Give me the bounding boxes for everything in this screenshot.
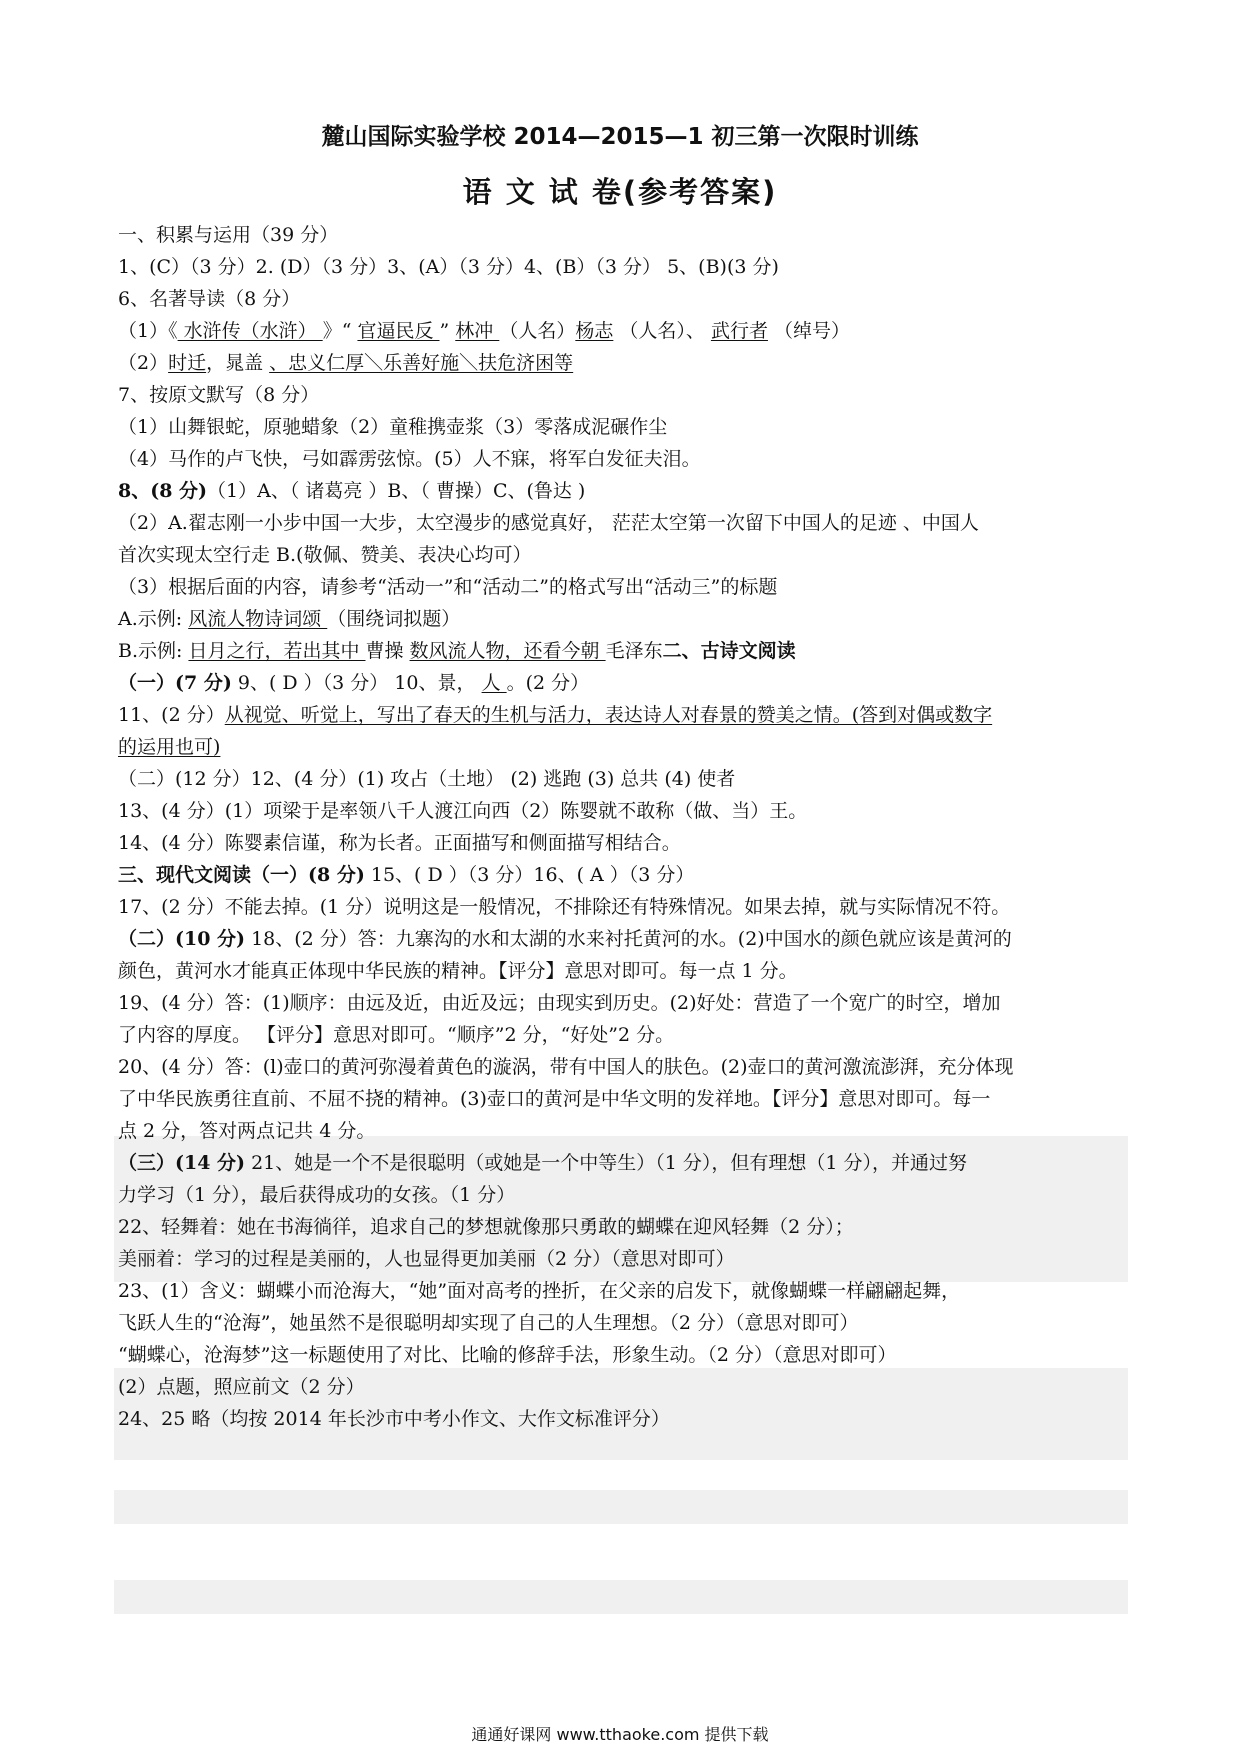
shaded-area	[114, 1490, 1128, 1524]
answer-line: A.示例: 风流人物诗词颂 （围绕词拟题）	[118, 608, 461, 630]
answer-line: 飞跃人生的“沧海”，她虽然不是很聪明却实现了自己的人生理想。（2 分）（意思对即可）	[118, 1312, 859, 1334]
answer-line: 17、(2 分）不能去掉。(1 分）说明这是一般情况，不排除还有特殊情况。如果去掉，就与实际情况不符。	[118, 896, 1011, 918]
answer-line: （3）根据后面的内容，请参考“活动一”和“活动二”的格式写出“活动三”的标题	[118, 576, 778, 598]
answer-line: 力学习（1 分），最后获得成功的女孩。（1 分）	[118, 1184, 516, 1206]
answer-line: 23、(1）含义：蝴蝶小而沧海大，“她”面对高考的挫折，在父亲的启发下，就像蝴蝶一样翩翩起舞，	[118, 1280, 961, 1302]
section-heading: 7、按原文默写（8 分）	[118, 384, 320, 406]
section-heading: 一、积累与运用（39 分）	[118, 224, 339, 246]
answer-line: 8、(8 分)（1）A、（ 诸葛亮 ）B、（ 曹操）C、(鲁达 )	[118, 480, 586, 502]
answer-line: 了内容的厚度。 【评分】意思对即可。“顺序”2 分，“好处”2 分。	[118, 1024, 675, 1046]
answer-line: “蝴蝶心，沧海梦”这一标题使用了对比、比喻的修辞手法，形象生动。（2 分）（意思对即可）	[118, 1344, 897, 1366]
answer-line: 了中华民族勇往直前、不屈不挠的精神。(3)壶口的黄河是中华文明的发祥地。【评分】意思对即可。每一	[118, 1088, 991, 1110]
answer-line: 11、(2 分）从视觉、听觉上，写出了春天的生机与活力，表达诗人对春景的赞美之情。(答到对偶或数字	[118, 704, 993, 726]
answer-line: （一）(7 分) 9、( D ）（3 分） 10、景， 人 。(2 分）	[118, 672, 590, 694]
answer-line: （2）A.翟志刚一小步中国一大步，太空漫步的感觉真好， 茫茫太空第一次留下中国人的足迹 、中国人	[118, 512, 979, 534]
answer-line: B.示例: 日月之行，若出其中 曹操 数风流人物，还看今朝 毛泽东二、古诗文阅读	[118, 640, 796, 662]
answer-line: （二）(10 分) 18、(2 分）答：九寨沟的水和太湖的水来衬托黄河的水。(2)中国水的颜色就应该是黄河的	[118, 928, 1012, 950]
answer-line: 首次实现太空行走 B.(敬佩、赞美、表决心均可）	[118, 544, 532, 566]
shaded-area	[114, 1580, 1128, 1614]
answer-line: （1）山舞银蛇，原驰蜡象（2）童稚携壶浆（3）零落成泥碾作尘	[118, 416, 668, 438]
answer-line: (2）点题，照应前文（2 分）	[118, 1376, 365, 1398]
section-heading: 6、名著导读（8 分）	[118, 288, 301, 310]
answer-line: （2）时迁，晁盖 、忠义仁厚＼乐善好施＼扶危济困等	[118, 352, 574, 374]
answer-line: 点 2 分，答对两点记共 4 分。	[118, 1120, 376, 1142]
answer-line: 的运用也可)	[118, 736, 221, 758]
answer-line: 20、(4 分）答：(l)壶口的黄河弥漫着黄色的漩涡，带有中国人的肤色。(2)壶口的黄河激流澎湃，充分体现	[118, 1056, 1014, 1078]
answer-line: 14、(4 分）陈婴素信谨，称为长者。正面描写和侧面描写相结合。	[118, 832, 681, 854]
answer-line: （二）(12 分）12、(4 分）(1) 攻占（土地） (2) 逃跑 (3) 总共 (4) 使者	[118, 768, 736, 790]
answer-line: 三、现代文阅读（一）(8 分) 15、( D ）（3 分）16、( A ）（3 分）	[118, 864, 695, 886]
answer-line: （4）马作的卢飞快，弓如霹雳弦惊。(5）人不寐，将军白发征夫泪。	[118, 448, 701, 470]
footer-watermark: 通通好课网 www.tthaoke.com 提供下载	[471, 1725, 769, 1744]
answer-line: （三）(14 分) 21、她是一个不是很聪明（或她是一个中等生）（1 分），但有理想（1 分），并通过努	[118, 1152, 968, 1174]
answer-line: 美丽着：学习的过程是美丽的，人也显得更加美丽（2 分）（意思对即可）	[118, 1248, 735, 1270]
answer-line: （1）《 水浒传（水浒） 》“ 官逼民反 ” 林冲 （人名）杨志 （人名）、 武行者 （绰号）	[118, 320, 850, 342]
answer-line: 1、(C）（3 分）2. (D）（3 分）3、(A）（3 分）4、(B）（3 分） 5、(B)(3 分)	[118, 256, 779, 278]
answer-line: 13、(4 分）(1）项梁于是率领八千人渡江向西（2）陈婴就不敢称（做、当）王。	[118, 800, 808, 822]
exam-paper-title: 语 文 试 卷(参考答案)	[462, 175, 778, 209]
answer-line: 颜色，黄河水才能真正体现中华民族的精神。【评分】意思对即可。每一点 1 分。	[118, 960, 798, 982]
answer-line: 24、25 略（均按 2014 年长沙市中考小作文、大作文标准评分）	[118, 1408, 670, 1430]
answer-line: 19、(4 分）答：(1)顺序：由远及近，由近及远；由现实到历史。(2)好处：营造了一个宽广的时空，增加	[118, 992, 1001, 1014]
exam-school-title: 麓山国际实验学校 2014—2015—1 初三第一次限时训练	[321, 124, 919, 150]
answer-line: 22、轻舞着：她在书海徜徉，追求自己的梦想就像那只勇敢的蝴蝶在迎风轻舞（2 分）；	[118, 1216, 854, 1238]
